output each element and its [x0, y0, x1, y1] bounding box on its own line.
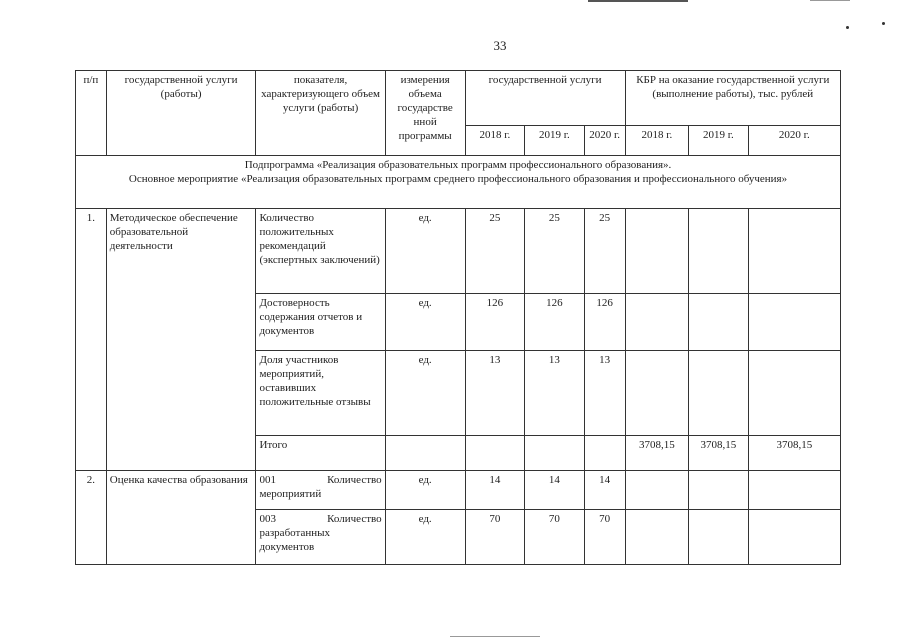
section-main-activity: Основное мероприятие «Реализация образовательных программ среднего профессионального образования и профессионального обучения»	[128, 173, 788, 185]
scan-dot	[882, 22, 885, 25]
value-2020: 14	[584, 471, 625, 510]
finance-2020	[748, 471, 840, 510]
indicator-rest: разработанных документов	[259, 527, 331, 553]
value-2020	[584, 436, 625, 471]
unit-cell: ед.	[385, 294, 465, 351]
finance-2020	[748, 510, 840, 565]
year-kbr-2019: 2019 г.	[689, 126, 748, 156]
section-row	[76, 156, 841, 209]
indicator-cell	[256, 510, 385, 565]
value-2020: 70	[584, 510, 625, 565]
unit-cell: ед.	[385, 351, 465, 436]
scan-mark-bottom	[450, 636, 540, 637]
value-2020: 126	[584, 294, 625, 351]
indicator-cell	[256, 471, 385, 510]
indicator-cell: Количество положительных рекомендаций (экспертных заключений)	[256, 209, 385, 294]
finance-2018	[625, 471, 689, 510]
finance-2019	[689, 209, 748, 294]
finance-2020	[748, 351, 840, 436]
service-name: Методическое обеспечение образовательной деятельности	[106, 209, 256, 471]
finance-2018	[625, 209, 689, 294]
value-2019: 126	[525, 294, 584, 351]
indicator-line	[259, 473, 381, 487]
year-volume-2018: 2018 г.	[465, 126, 524, 156]
finance-2018	[625, 351, 689, 436]
value-2019: 25	[525, 209, 584, 294]
value-2018: 126	[465, 294, 524, 351]
value-2020: 25	[584, 209, 625, 294]
header-np: п/п	[76, 71, 107, 156]
unit-cell	[385, 436, 465, 471]
finance-2020	[748, 294, 840, 351]
scan-mark-top	[588, 0, 688, 2]
scan-dot	[846, 26, 849, 29]
value-2018: 70	[465, 510, 524, 565]
header-service: государственной услуги (работы)	[106, 71, 256, 156]
section-heading	[76, 156, 841, 209]
value-2019	[525, 436, 584, 471]
finance-2018	[625, 510, 689, 565]
indicator-cell: Достоверность содержания отчетов и документов	[256, 294, 385, 351]
finance-2020: 3708,15	[748, 436, 840, 471]
header-kbr: КБР на оказание государственной услуги (выполнение работы), тыс. рублей	[625, 71, 840, 126]
page-number: 33	[493, 38, 507, 53]
finance-2019: 3708,15	[689, 436, 748, 471]
value-2019: 70	[525, 510, 584, 565]
indicator-line	[259, 512, 381, 526]
indicator-code: 003	[259, 513, 276, 525]
unit-cell: ед.	[385, 209, 465, 294]
table-row	[76, 209, 841, 294]
indicator-word: Количество	[327, 474, 382, 486]
indicator-code: 001	[259, 474, 276, 486]
data-table	[75, 70, 841, 565]
finance-2019	[689, 294, 748, 351]
scan-mark-top-right	[810, 0, 850, 1]
indicator-rest: мероприятий	[259, 488, 322, 500]
finance-2019	[689, 471, 748, 510]
row-number: 2.	[76, 471, 107, 565]
value-2018: 25	[465, 209, 524, 294]
value-2020: 13	[584, 351, 625, 436]
header-unit: измерения объема государстве нной программы	[385, 71, 465, 156]
indicator-word: Количество	[327, 513, 382, 525]
year-kbr-2020: 2020 г.	[748, 126, 840, 156]
value-2018: 14	[465, 471, 524, 510]
year-volume-2020: 2020 г.	[584, 126, 625, 156]
section-subprogram: Подпрограмма «Реализация образовательных программ профессионального образования».	[244, 159, 672, 171]
header-volume: государственной услуги	[465, 71, 625, 126]
total-label: Итого	[256, 436, 385, 471]
finance-2020	[748, 209, 840, 294]
finance-2018	[625, 294, 689, 351]
row-number: 1.	[76, 209, 107, 471]
indicator-cell: Доля участников мероприятий, оставивших положительные отзывы	[256, 351, 385, 436]
table-row	[76, 471, 841, 510]
value-2019: 14	[525, 471, 584, 510]
unit-cell: ед.	[385, 471, 465, 510]
service-name: Оценка качества образования	[106, 471, 256, 565]
finance-2018: 3708,15	[625, 436, 689, 471]
finance-2019	[689, 351, 748, 436]
header-indicator: показателя, характеризующего объем услуги (работы)	[256, 71, 385, 156]
value-2019: 13	[525, 351, 584, 436]
finance-2019	[689, 510, 748, 565]
value-2018: 13	[465, 351, 524, 436]
year-kbr-2018: 2018 г.	[625, 126, 689, 156]
header-row	[76, 71, 841, 126]
unit-cell: ед.	[385, 510, 465, 565]
value-2018	[465, 436, 524, 471]
year-volume-2019: 2019 г.	[525, 126, 584, 156]
